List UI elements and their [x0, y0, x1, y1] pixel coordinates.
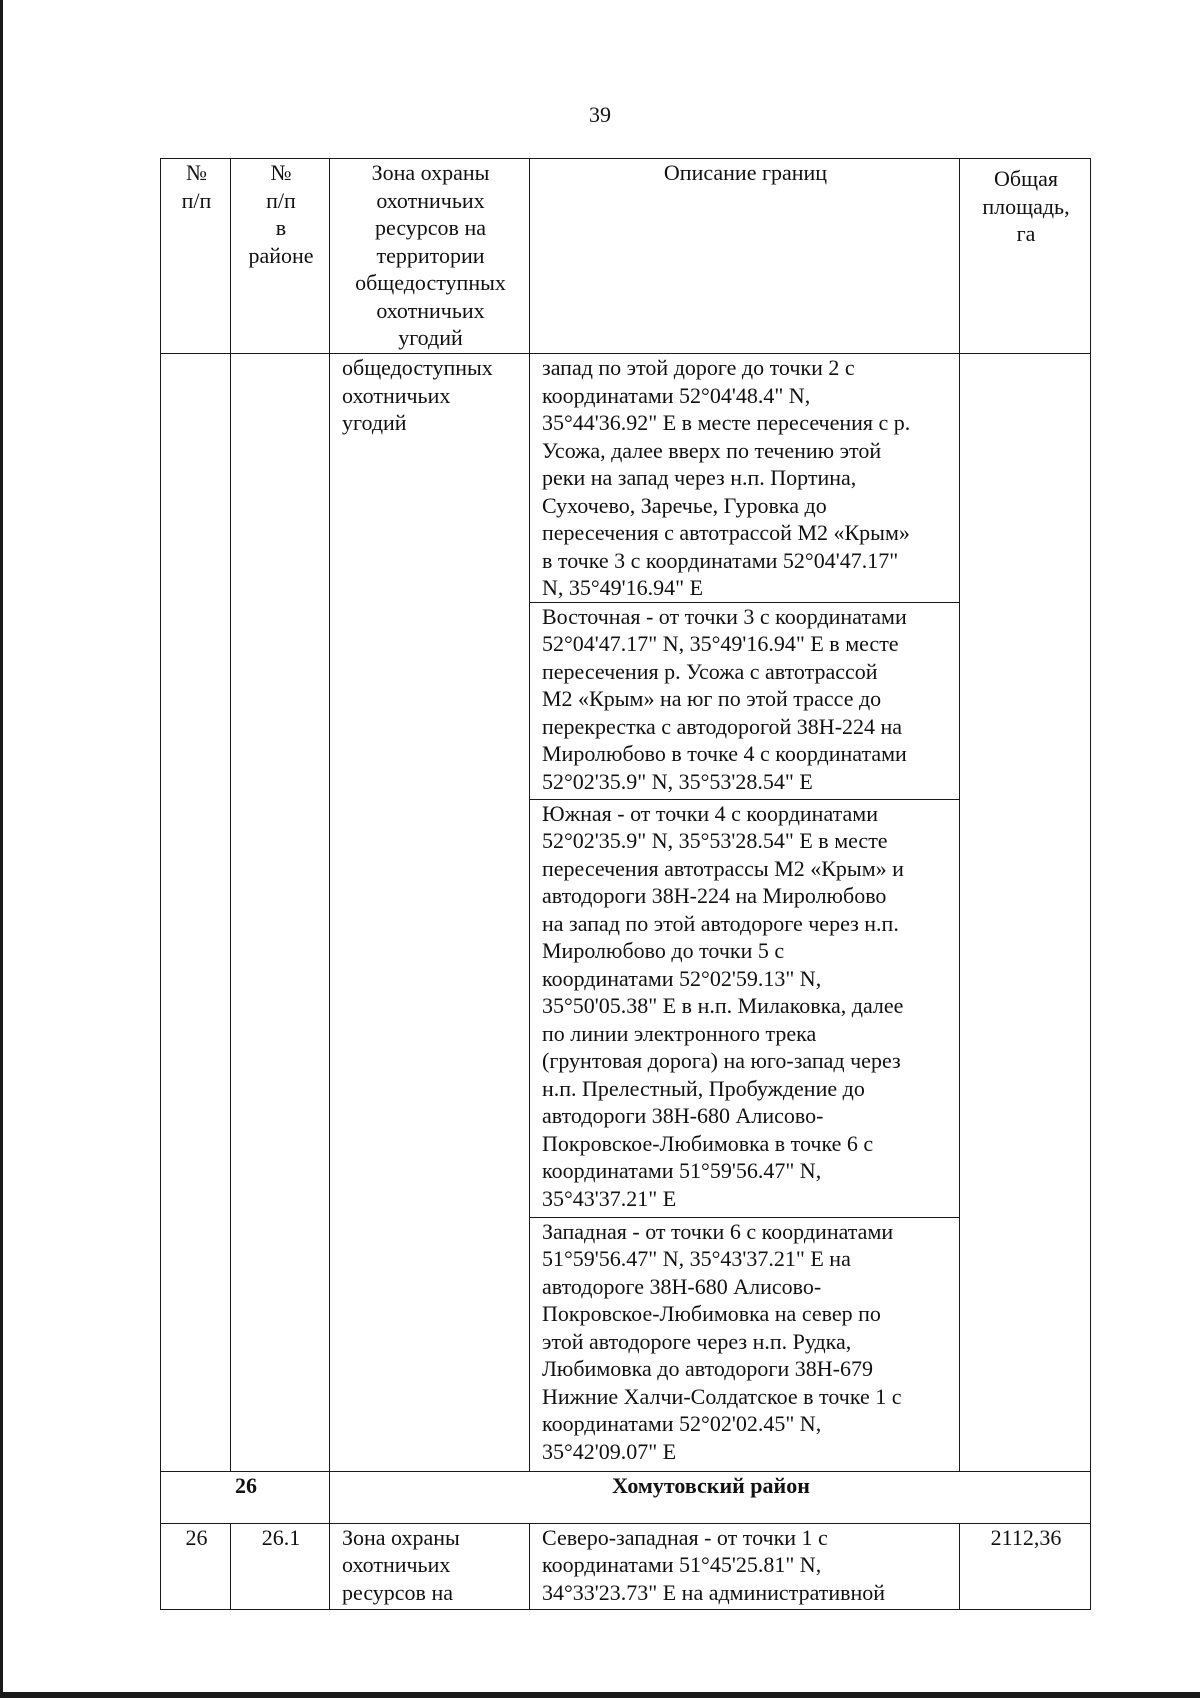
continued-area-cell — [960, 354, 1091, 1472]
district-row — [161, 1471, 1091, 1523]
district-number: 26 — [161, 1471, 330, 1523]
table-row — [161, 354, 1091, 603]
row-area: 2112,36 — [960, 1523, 1091, 1609]
boundary-south: Южная - от точки 4 с координатами 52°02'35.9" N, 35°53'28.54" E в месте пересечения автотрассы М2 «Крым» и автодороги 38Н-224 на Миролюбово на запад по этой автодороге через н.п. Миролюбово до точки 5 с координатами 52°02'59.13" N, 35°50'05.38" E в н.п. Милаковка, далее по линии электронного трека (грунтовая дорога) на юго-запад через н.п. Прелестный, Пробуждение до автодороги 38Н-680 Алисово- Покровское-Любимовка в точке 6 с координатами 51°59'56.47" N, 35°43'37.21" E — [530, 799, 960, 1217]
table-row — [161, 1523, 1091, 1609]
scan-bottom-edge — [0, 1692, 1200, 1698]
boundary-east: Восточная - от точки 3 с координатами 52°04'47.17" N, 35°49'16.94" E в месте пересечения р. Усожа с автотрассой М2 «Крым» на юг по этой трассе до перекрестка с автодорогой 38Н-224 на Миролюбово в точке 4 с координатами 52°02'35.9" N, 35°53'28.54" E — [530, 602, 960, 799]
header-area: Общая площадь, га — [960, 159, 1091, 354]
boundary-northwest: Северо-западная - от точки 1 с координатами 51°45'25.81" N, 34°33'23.73" E на административной — [530, 1523, 960, 1609]
continued-number-in-district-cell — [231, 354, 330, 1472]
header-number: № п/п — [161, 159, 231, 354]
page-number: 39 — [589, 102, 611, 127]
boundary-description: запад по этой дороге до точки 2 с координатами 52°04'48.4" N, 35°44'36.92" E в месте пересечения с р. Усожа, далее вверх по течению этой реки на запад через н.п. Портина, Сухочево, Заречье, Гуровка до пересечения с автотрассой М2 «Крым» в точке 3 с координатами 52°04'47.17" N, 35°49'16.94" E — [530, 354, 960, 603]
header-description: Описание границ — [530, 159, 960, 354]
district-name: Хомутовский район — [330, 1471, 1091, 1523]
table-header-row — [161, 159, 1091, 354]
boundaries-table — [160, 158, 1091, 1610]
continued-number-cell — [161, 354, 231, 1472]
row-number: 26 — [161, 1523, 231, 1609]
boundary-west: Западная - от точки 6 с координатами 51°59'56.47" N, 35°43'37.21" E на автодороге 38Н-680 Алисово- Покровское-Любимовка на север по этой автодороге через н.п. Рудка, Любимовка до автодороги 38Н-679 Нижние Халчи-Солдатское в точке 1 с координатами 52°02'02.45" N, 35°42'09.07" E — [530, 1217, 960, 1471]
header-zone: Зона охраны охотничьих ресурсов на территории общедоступных охотничьих угодий — [330, 159, 530, 354]
row-number-in-district: 26.1 — [231, 1523, 330, 1609]
row-zone: Зона охраны охотничьих ресурсов на — [330, 1523, 530, 1609]
header-number-in-district: № п/п в районе — [231, 159, 330, 354]
continued-zone-cell: общедоступных охотничьих угодий — [330, 354, 530, 1472]
scan-left-edge — [0, 0, 3, 1698]
